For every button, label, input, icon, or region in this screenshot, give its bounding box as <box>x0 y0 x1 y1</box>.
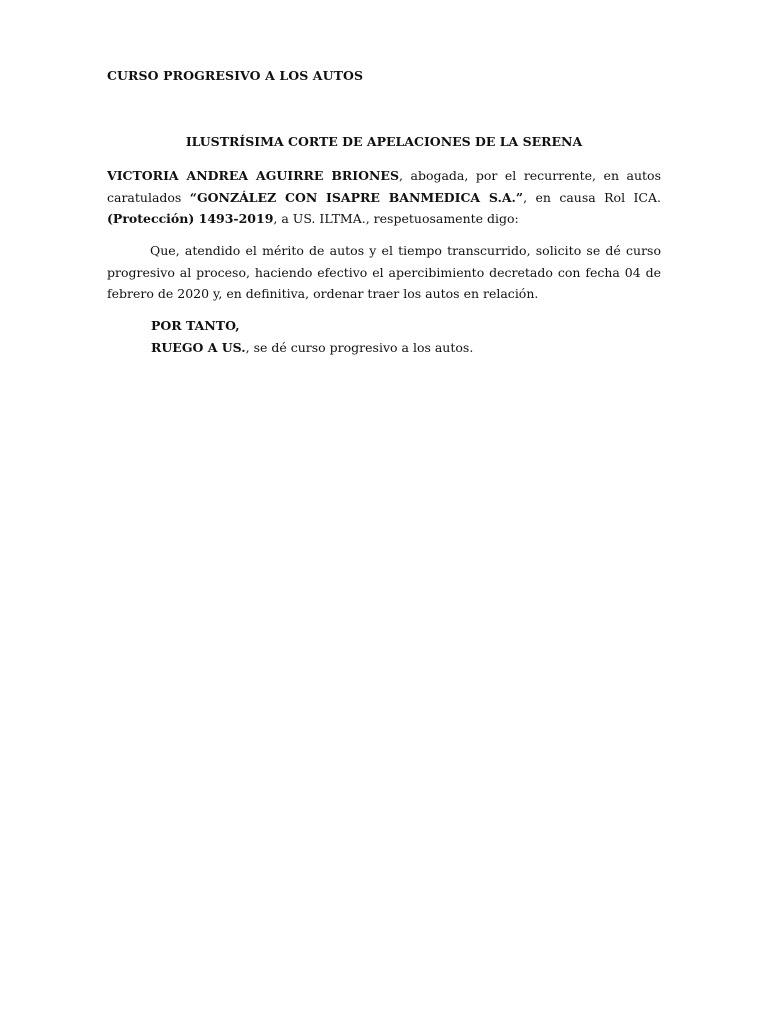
ruego-text: RUEGO A US. <box>151 339 246 355</box>
por-tanto-line <box>151 315 473 337</box>
request-text: , se dé curso progresivo a los autos. <box>245 339 474 355</box>
case-number: (Protección) 1493-2019 <box>107 211 274 226</box>
ruego-line <box>151 337 473 359</box>
sumilla-heading: CURSO PROGRESIVO A LOS AUTOS <box>107 68 364 83</box>
intro-text-3: , a US. ILTMA., respetuosamente digo: <box>273 211 519 226</box>
body-paragraph: Que, atendido el mérito de autos y el tiempo transcurrido, solicito se dé curso progresivo al proceso, haciendo efectivo el apercibimiento decretado con fecha 04 de febrero de 2020 y, en definitiva, ordenar traer los autos en relación. <box>107 243 661 301</box>
intro-text-2: , en causa Rol ICA. <box>523 189 661 205</box>
closing-block <box>151 315 473 358</box>
por-tanto-text: POR TANTO, <box>151 318 240 333</box>
intro-paragraph <box>107 165 661 230</box>
intro-text-1: , abogada, por el recurrente, en autos caratulados <box>107 168 661 205</box>
case-title: “GONZÁLEZ CON ISAPRE BANMEDICA S.A.” <box>189 189 524 205</box>
attorney-name: VICTORIA ANDREA AGUIRRE BRIONES <box>107 168 399 183</box>
court-heading: ILUSTRÍSIMA CORTE DE APELACIONES DE LA SERENA <box>185 134 583 149</box>
